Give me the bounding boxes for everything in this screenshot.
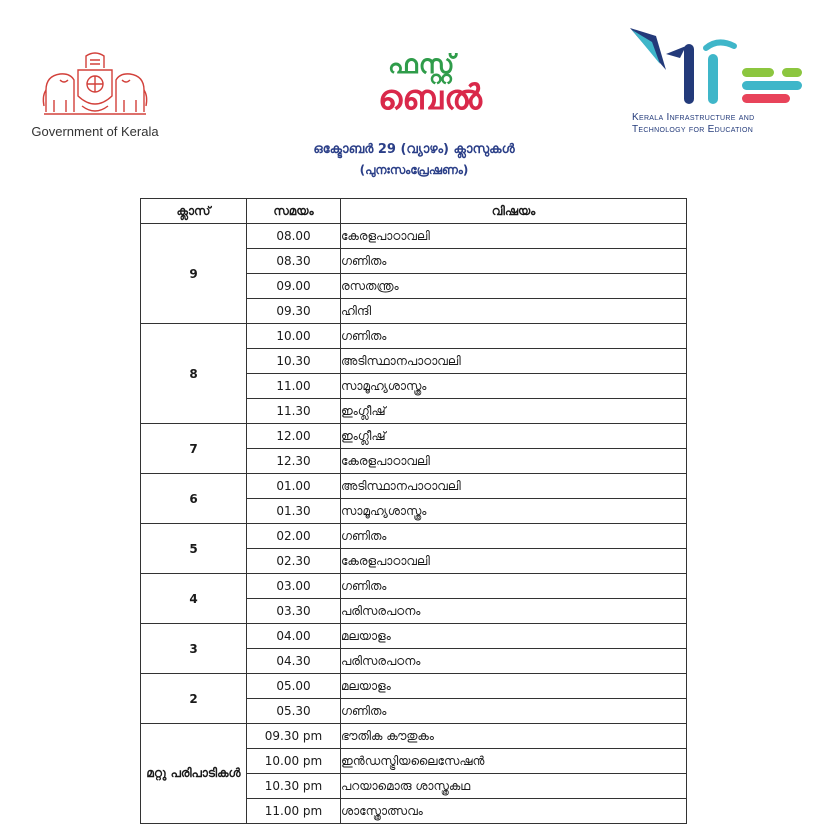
logo-first-text: ഫസ്റ്റ്: [388, 50, 456, 80]
subject-cell: അടിസ്ഥാനപാഠാവലി: [341, 349, 687, 374]
table-row: [141, 674, 687, 699]
kite-logo-icon: [622, 24, 812, 110]
subject-cell: അടിസ്ഥാനപാഠാവലി: [341, 474, 687, 499]
table-row: [141, 324, 687, 349]
subject-cell: പരിസരപഠനം: [341, 599, 687, 624]
subject-cell: ഭൗതിക കൗതുകം: [341, 724, 687, 749]
time-cell: 03.00: [247, 574, 341, 599]
logo-bell-text: ബെൽ: [378, 78, 484, 118]
class-cell: 6: [141, 474, 247, 524]
time-cell: 08.00: [247, 224, 341, 249]
class-cell: 7: [141, 424, 247, 474]
time-cell: 10.00: [247, 324, 341, 349]
time-cell: 02.00: [247, 524, 341, 549]
time-cell: 04.30: [247, 649, 341, 674]
header-subject: വിഷയം: [341, 199, 687, 224]
schedule-table: [140, 198, 687, 824]
class-cell: 2: [141, 674, 247, 724]
class-cell: 8: [141, 324, 247, 424]
time-cell: 08.30: [247, 249, 341, 274]
class-cell: 3: [141, 624, 247, 674]
time-cell: 01.00: [247, 474, 341, 499]
time-cell: 12.30: [247, 449, 341, 474]
kite-tagline-line2: Technology for Education: [632, 124, 754, 135]
subject-cell: കേരളപാഠാവലി: [341, 549, 687, 574]
subject-cell: ഇംഗ്ലീഷ്: [341, 424, 687, 449]
subject-cell: ഗണിതം: [341, 324, 687, 349]
table-row: [141, 474, 687, 499]
time-cell: 11.00 pm: [247, 799, 341, 824]
time-cell: 05.30: [247, 699, 341, 724]
subject-cell: ഇംഗ്ലീഷ്: [341, 399, 687, 424]
subject-cell: മലയാളം: [341, 624, 687, 649]
subject-cell: കേരളപാഠാവലി: [341, 449, 687, 474]
time-cell: 11.00: [247, 374, 341, 399]
time-cell: 01.30: [247, 499, 341, 524]
time-cell: 12.00: [247, 424, 341, 449]
table-row: [141, 424, 687, 449]
class-cell: 4: [141, 574, 247, 624]
table-row: [141, 224, 687, 249]
time-cell: 10.30 pm: [247, 774, 341, 799]
header-time: സമയം: [247, 199, 341, 224]
subject-cell: പറയാമൊരു ശാസ്ത്രകഥ: [341, 774, 687, 799]
subject-cell: ഗണിതം: [341, 699, 687, 724]
subject-cell: ഹിന്ദി: [341, 299, 687, 324]
subject-cell: ശാസ്ത്രോത്സവം: [341, 799, 687, 824]
subject-cell: സാമൂഹ്യശാസ്ത്രം: [341, 499, 687, 524]
table-row: [141, 624, 687, 649]
page-subtitle: (പുനഃസംപ്രേഷണം): [359, 163, 469, 177]
subject-cell: ഗണിതം: [341, 249, 687, 274]
kite-logo: [622, 24, 812, 144]
kite-tagline: [632, 112, 754, 136]
table-header-row: [141, 199, 687, 224]
time-cell: 09.30 pm: [247, 724, 341, 749]
table-row: [141, 724, 687, 749]
page-title: ഒക്ടോബർ 29 (വ്യാഴം) ക്ലാസുകൾ: [313, 142, 515, 157]
time-cell: 09.00: [247, 274, 341, 299]
time-cell: 05.00: [247, 674, 341, 699]
table-row: [141, 524, 687, 549]
class-cell: 5: [141, 524, 247, 574]
first-bell-logo: [370, 50, 490, 130]
subject-cell: സാമൂഹ്യശാസ്ത്രം: [341, 374, 687, 399]
time-cell: 04.00: [247, 624, 341, 649]
government-of-kerala-block: [20, 50, 170, 139]
subject-cell: രസതന്ത്രം: [341, 274, 687, 299]
class-cell: മറ്റു പരിപാടികൾ: [141, 724, 247, 824]
subject-cell: ഗണിതം: [341, 574, 687, 599]
time-cell: 03.30: [247, 599, 341, 624]
time-cell: 09.30: [247, 299, 341, 324]
time-cell: 02.30: [247, 549, 341, 574]
kerala-emblem-icon: [40, 50, 150, 118]
subject-cell: കേരളപാഠാവലി: [341, 224, 687, 249]
government-label: Government of Kerala: [31, 124, 159, 139]
schedule-body: [141, 224, 687, 824]
kite-tagline-line1: Kerala Infrastructure and: [632, 112, 755, 123]
subject-cell: പരിസരപഠനം: [341, 649, 687, 674]
time-cell: 11.30: [247, 399, 341, 424]
class-cell: 9: [141, 224, 247, 324]
subject-cell: ഇൻഡസ്ട്രിയലൈസേഷൻ: [341, 749, 687, 774]
table-row: [141, 574, 687, 599]
subject-cell: മലയാളം: [341, 674, 687, 699]
header-class: ക്ലാസ്: [141, 199, 247, 224]
subject-cell: ഗണിതം: [341, 524, 687, 549]
time-cell: 10.00 pm: [247, 749, 341, 774]
time-cell: 10.30: [247, 349, 341, 374]
